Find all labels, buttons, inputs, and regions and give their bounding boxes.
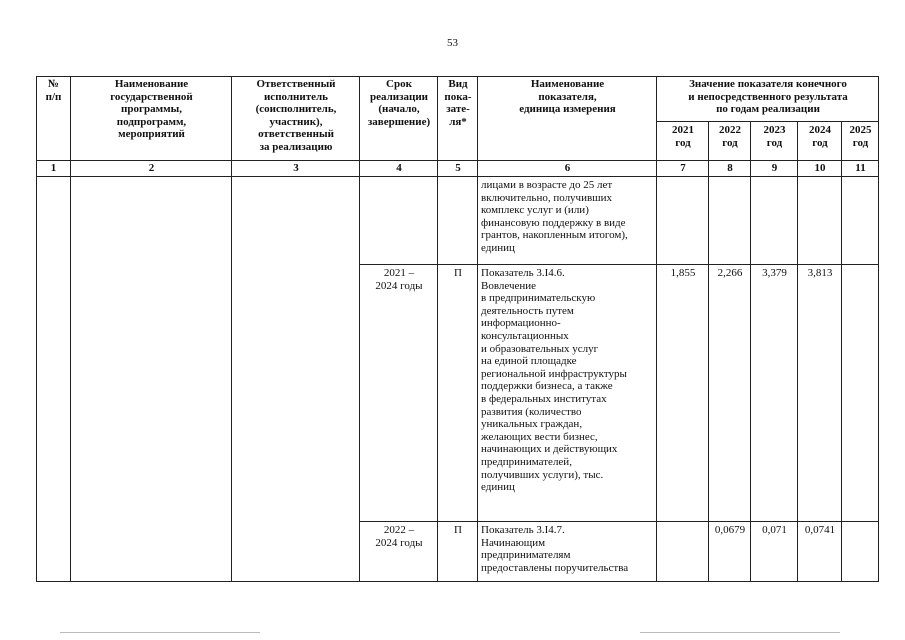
column-number-10: 10	[814, 162, 826, 174]
header-year-2023: 2023 год	[763, 124, 786, 149]
page-number: 53	[447, 37, 458, 49]
indicator-text-continuation: лицами в возрасте до 25 лет включительно, получивших комплекс услуг и (или) финансовую поддержку в виде грантов, накопленным итогом), единиц	[481, 179, 628, 254]
header-responsible: Ответственный исполнитель (соисполнитель, участник), ответственный за реализацию	[255, 78, 337, 153]
value-2023: 3,379	[762, 267, 787, 279]
value-2024: 3,813	[807, 267, 833, 279]
header-indicator-type: Вид пока- зате- ля*	[444, 78, 472, 128]
header-values-group: Значение показателя конечного и непосредственного результата по годам реализации	[688, 78, 848, 116]
value-2021: 1,855	[670, 267, 696, 279]
column-number-6: 6	[564, 162, 571, 174]
column-number-2: 2	[148, 162, 155, 174]
column-number-8: 8	[727, 162, 733, 174]
header-indicator-name: Наименование показателя, единица измерения	[519, 78, 616, 116]
header-period: Срок реализации (начало, завершение)	[367, 78, 431, 128]
value-2022: 0,0679	[714, 524, 746, 536]
column-number-7: 7	[680, 162, 686, 174]
header-year-2025: 2025 год	[849, 124, 872, 149]
column-number-4: 4	[396, 162, 402, 174]
row-indicator-type: П	[454, 524, 462, 536]
table-grid	[36, 76, 879, 582]
header-program-name: Наименование государственной программы, подпрограмм, мероприятий	[110, 78, 193, 141]
header-year-2021: 2021 год	[672, 124, 694, 149]
value-2024: 0,0741	[804, 524, 836, 536]
indicator-3-i4-6: Показатель 3.I4.6. Вовлечение в предпринимательскую деятельность путем информационно- консультационных и образовательных услуг на единой площадке региональной инфраструктуры поддержки бизнеса, а также в федеральных институтах развития (количество уникальных граждан, желающих вести бизнес, начинающих и действующих предпринимателей, получивших услуги), тыс. единиц	[481, 267, 627, 494]
row-indicator-type: П	[454, 267, 462, 279]
row-period-2021-2024: 2021 – 2024 годы	[375, 267, 423, 292]
column-number-3: 3	[293, 162, 299, 174]
value-2022: 2,266	[717, 267, 743, 279]
header-year-2022: 2022 год	[719, 124, 741, 149]
header-number: № п/п	[45, 78, 62, 103]
column-number-11: 11	[855, 162, 866, 174]
value-2023: 0,071	[762, 524, 787, 536]
column-number-1: 1	[50, 162, 57, 174]
indicator-table	[36, 76, 879, 582]
column-number-5: 5	[455, 162, 461, 174]
header-year-2024: 2024 год	[809, 124, 831, 149]
row-period-2022-2024: 2022 – 2024 годы	[375, 524, 423, 549]
scan-artifact-line	[640, 632, 840, 633]
column-number-9: 9	[771, 162, 778, 174]
indicator-3-i4-7: Показатель 3.I4.7. Начинающим предпринимателям предоставлены поручительства	[481, 524, 629, 574]
scan-artifact-line	[60, 632, 260, 633]
